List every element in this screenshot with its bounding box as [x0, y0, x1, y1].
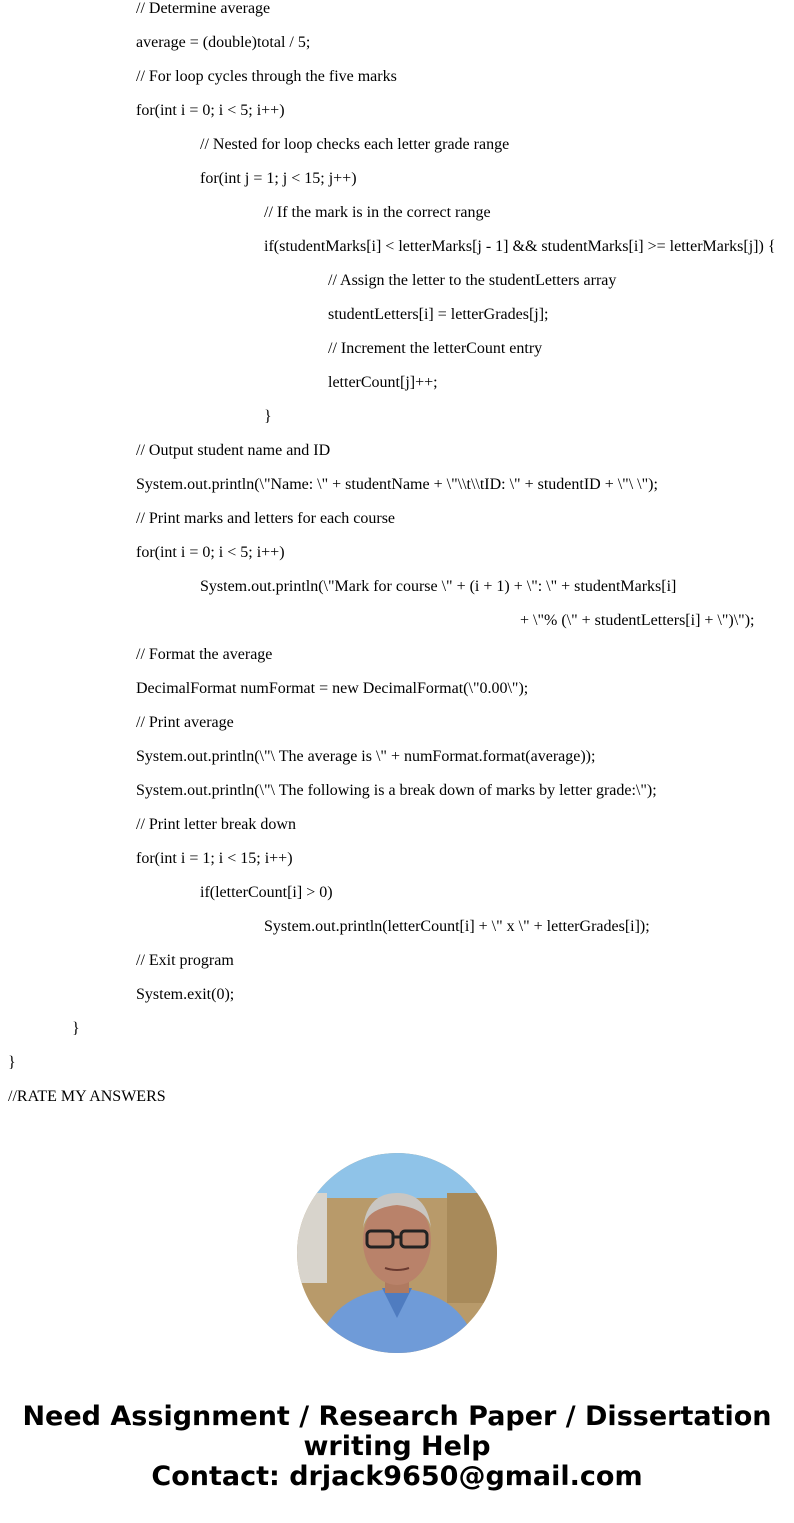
- code-line: System.exit(0);: [136, 986, 235, 1003]
- code-line: }: [264, 408, 272, 425]
- code-line: // Format the average: [136, 646, 273, 663]
- contact-banner: [0, 1402, 794, 1492]
- code-line: }: [8, 1054, 16, 1071]
- code-line: if(letterCount[i] > 0): [200, 884, 333, 901]
- code-line: //RATE MY ANSWERS: [8, 1088, 166, 1105]
- code-line: // Print marks and letters for each course: [136, 510, 396, 527]
- code-line: studentLetters[i] = letterGrades[j];: [328, 306, 549, 323]
- code-line: // Output student name and ID: [136, 442, 331, 459]
- code-line: for(int i = 0; i < 5; i++): [136, 102, 285, 119]
- banner-line: writing Help: [303, 1431, 491, 1462]
- code-line: for(int i = 1; i < 15; i++): [136, 850, 293, 867]
- code-line: // Increment the letterCount entry: [328, 340, 543, 357]
- code-line: DecimalFormat numFormat = new DecimalFormat(\"0.00\");: [136, 680, 529, 697]
- code-line: for(int i = 0; i < 5; i++): [136, 544, 285, 561]
- author-avatar: [297, 1153, 497, 1353]
- contact-email: Contact: drjack9650@gmail.com: [151, 1461, 643, 1492]
- code-line: System.out.println(\"Mark for course \" + (i + 1) + \": \" + studentMarks[i]: [200, 578, 677, 595]
- code-line: System.out.println(letterCount[i] + \" x \" + letterGrades[i]);: [264, 918, 650, 935]
- code-line: // Exit program: [136, 952, 234, 969]
- code-line: // Print letter break down: [136, 816, 296, 833]
- code-line: // If the mark is in the correct range: [264, 204, 491, 221]
- code-line: // For loop cycles through the five marks: [136, 68, 397, 85]
- code-line: // Print average: [136, 714, 234, 731]
- code-line: // Determine average: [136, 0, 271, 17]
- code-line: // Assign the letter to the studentLetters array: [328, 272, 617, 289]
- code-line: average = (double)total / 5;: [136, 34, 311, 51]
- code-line: // Nested for loop checks each letter grade range: [200, 136, 510, 153]
- code-line: + \"% (\" + studentLetters[i] + \")\");: [520, 612, 755, 629]
- code-line: System.out.println(\"\ The following is a break down of marks by letter grade:\");: [136, 782, 657, 799]
- banner-line: Need Assignment / Research Paper / Dissertation: [22, 1401, 772, 1432]
- code-line: if(studentMarks[i] < letterMarks[j - 1] && studentMarks[i] >= letterMarks[j]) {: [264, 238, 776, 255]
- code-line: letterCount[j]++;: [328, 374, 438, 391]
- code-line: for(int j = 1; j < 15; j++): [200, 170, 357, 187]
- code-line: System.out.println(\"Name: \" + studentName + \"\\t\\tID: \" + studentID + \"\ \");: [136, 476, 658, 493]
- code-line: System.out.println(\"\ The average is \" + numFormat.format(average));: [136, 748, 596, 765]
- code-line: }: [72, 1020, 80, 1037]
